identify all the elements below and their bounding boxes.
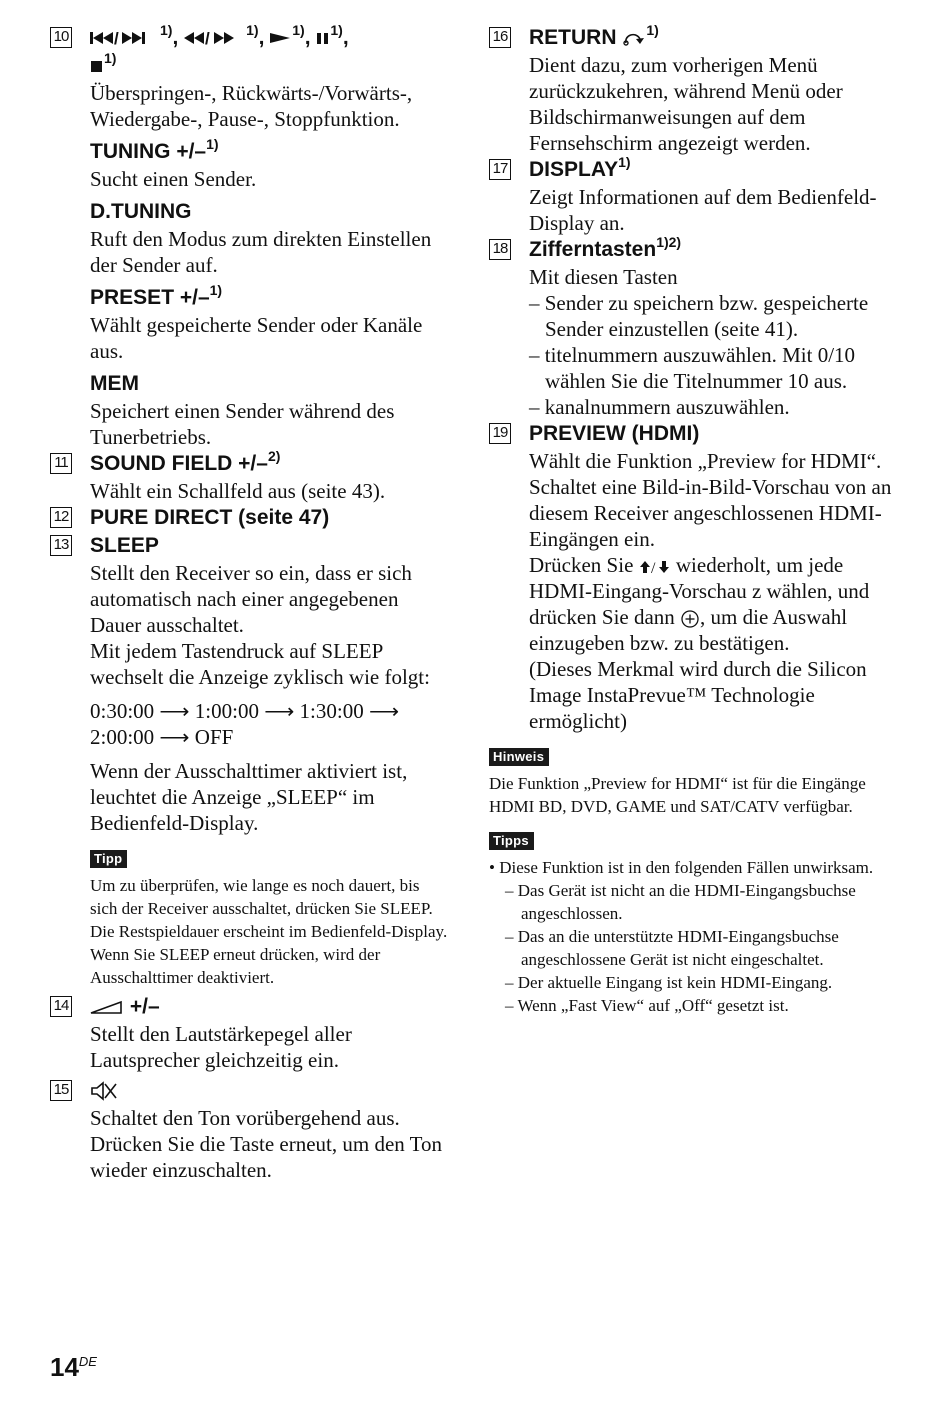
- sleep-heading: SLEEP: [90, 534, 159, 557]
- entry-number: 14: [50, 996, 72, 1017]
- entry-number: 10: [50, 27, 72, 48]
- pause-icon: [316, 30, 330, 46]
- entry-number: 12: [50, 507, 72, 528]
- entry-12: [50, 504, 450, 532]
- preset-heading: PRESET +/–$^{1)}$: [90, 282, 223, 309]
- note-badge: Hinweis: [489, 748, 549, 766]
- entry-16: [489, 24, 899, 156]
- svg-text:/: /: [205, 30, 210, 47]
- right-column: [489, 24, 899, 1017]
- muting-icon: [90, 1080, 118, 1102]
- dtuning-heading: D.TUNING: [90, 200, 192, 223]
- sound-field-heading: SOUND FIELD +/–$^{2)}$: [90, 448, 281, 475]
- preview-heading: PREVIEW (HDMI): [529, 422, 700, 445]
- display-description: Zeigt Informationen auf dem Bedienfeld-Display an.: [529, 185, 877, 235]
- rewind-forward-icon: [184, 30, 246, 46]
- list-item: – Der aktuelle Eingang ist kein HDMI-Eingang.: [505, 973, 833, 992]
- mem-description: Speichert einen Sender während des Tunerbetriebs.: [90, 399, 395, 449]
- tip-badge: Tipp: [90, 850, 127, 868]
- list-item: – Das an die unterstützte HDMI-Eingangsbuchse angeschlossene Gerät ist nicht eingeschaltet.: [505, 927, 839, 969]
- entry-17: [489, 156, 899, 236]
- muting-description: Schaltet den Ton vorübergehend aus. Drücken Sie die Taste erneut, um den Ton wieder einzuschalten.: [90, 1106, 443, 1182]
- entry-number: 17: [489, 159, 511, 180]
- entry-number: 16: [489, 27, 511, 48]
- language-code: DE: [78, 1354, 97, 1369]
- preview-p1: Wählt die Funktion „Preview for HDMI“.: [529, 449, 882, 473]
- stop-icon: [90, 58, 104, 74]
- entry-number: 18: [489, 239, 511, 260]
- volume-description: Stellt den Lautstärkepegel aller Lautsprecher gleichzeitig ein.: [90, 1022, 352, 1072]
- list-item: – kanalnummern auszuwählen.: [529, 395, 790, 419]
- transport-description: Überspringen-, Rückwärts-/Vorwärts-, Wiedergabe-, Pause-, Stoppfunktion.: [90, 81, 413, 131]
- prev-next-icon: [90, 30, 160, 46]
- display-heading: DISPLAY$^{1)}$: [529, 154, 631, 181]
- tuning-description: Sucht einen Sender.: [90, 167, 257, 191]
- list-item: – Wenn „Fast View“ auf „Off“ gesetzt ist.: [505, 996, 789, 1015]
- entry-number: 15: [50, 1080, 72, 1101]
- pure-direct-heading: PURE DIRECT (seite 47): [90, 506, 330, 529]
- sleep-cycle-line-1: 0:30:00 ⟶ 1:00:00 ⟶ 1:30:00 ⟶: [90, 699, 400, 723]
- entry-number: 11: [50, 453, 72, 474]
- play-icon: [270, 30, 292, 46]
- volume-wedge-icon: [90, 999, 124, 1015]
- tips-badge: Tipps: [489, 832, 534, 850]
- preview-p2: Schaltet eine Bild-in-Bild-Vorschau von an diesem Receiver angeschlossenen HDMI-Eingängen ein.: [529, 475, 892, 551]
- number-buttons-intro: Mit diesen Tasten: [529, 265, 678, 289]
- list-item: – Sender zu speichern bzw. gespeicherte Sender einzustellen (seite 41).: [529, 291, 869, 341]
- tuning-heading: TUNING +/–$^{1)}$: [90, 136, 219, 163]
- sleep-description: Stellt den Receiver so ein, dass er sich automatisch nach einer angegebenen Dauer ausschaltet.: [90, 561, 412, 637]
- return-heading: RETURN $^{1)}$: [529, 22, 659, 49]
- return-description: Dient dazu, zum vorherigen Menü zurückzukehren, während Menü oder Bildschirmanweisungen auf dem Fernsehschirm angezeigt werden.: [529, 53, 843, 155]
- enter-button-icon: [680, 609, 700, 629]
- entry-19: [489, 420, 899, 1017]
- entry-11: [50, 450, 450, 504]
- entry-13: [50, 532, 450, 989]
- left-column: [50, 24, 450, 1183]
- transport-buttons-heading: / $^{1)}$, / $^{1)}$, $^{1)}$, $^{1)}$, $^{1)}$: [90, 24, 450, 80]
- sleep-cycle-line-2: 2:00:00 ⟶ OFF: [90, 725, 234, 749]
- sound-field-description: Wählt ein Schallfeld aus (seite 43).: [90, 479, 386, 503]
- entry-number: 13: [50, 535, 72, 556]
- sleep-indicator-note: Wenn der Ausschalttimer aktiviert ist, leuchtet die Anzeige „SLEEP“ im Bedienfeld-Display.: [90, 759, 408, 835]
- entry-15: [50, 1077, 450, 1183]
- mem-heading: MEM: [90, 372, 139, 395]
- number-buttons-heading: Zifferntasten$^{1)2)}$: [529, 234, 682, 261]
- entry-18: [489, 236, 899, 420]
- svg-text:/: /: [650, 560, 656, 576]
- tip-text: Um zu überprüfen, wie lange es noch dauert, bis sich der Receiver ausschaltet, drücken Sie SLEEP. Die Restspieldauer erscheint im Bedienfeld-Display. Wenn Sie SLEEP erneut drücken, wird der Ausschalttimer deaktiviert.: [90, 876, 448, 987]
- dtuning-description: Ruft den Modus zum direkten Einstellen der Sender auf.: [90, 227, 432, 277]
- preview-p4: (Dieses Merkmal wird durch die Silicon Image InstaPrevue™ Technologie ermöglicht): [529, 657, 867, 733]
- preview-p3: Drücken Sie / wiederholt, um jede HDMI-Eingang-Vorschau z wählen, und drücken Sie dann , um die Auswahl einzugeben bzw. zu bestätigen.: [529, 553, 870, 655]
- tips-bullet: • Diese Funktion ist in den folgenden Fällen unwirksam.: [489, 858, 874, 877]
- entry-10: [50, 24, 450, 450]
- entry-number: 19: [489, 423, 511, 444]
- sleep-cycle-intro: Mit jedem Tastendruck auf SLEEP wechselt die Anzeige zyklisch wie folgt:: [90, 639, 430, 689]
- up-down-arrows-icon: [639, 559, 671, 575]
- preset-description: Wählt gespeicherte Sender oder Kanäle aus.: [90, 313, 423, 363]
- muting-heading: [90, 1077, 450, 1105]
- list-item: – titelnummern auszuwählen. Mit 0/10 wählen Sie die Titelnummer 10 aus.: [529, 343, 856, 393]
- entry-14: [50, 993, 450, 1073]
- list-item: – Das Gerät ist nicht an die HDMI-Eingangsbuchse angeschlossen.: [505, 881, 856, 923]
- volume-heading: +/–: [90, 993, 450, 1021]
- return-icon: [622, 30, 646, 46]
- svg-text:/: /: [114, 30, 119, 47]
- note-text: Die Funktion „Preview for HDMI“ ist für die Eingänge HDMI BD, DVD, GAME und SAT/CATV verfügbar.: [489, 774, 866, 816]
- page-number: 14DE: [50, 1352, 97, 1382]
